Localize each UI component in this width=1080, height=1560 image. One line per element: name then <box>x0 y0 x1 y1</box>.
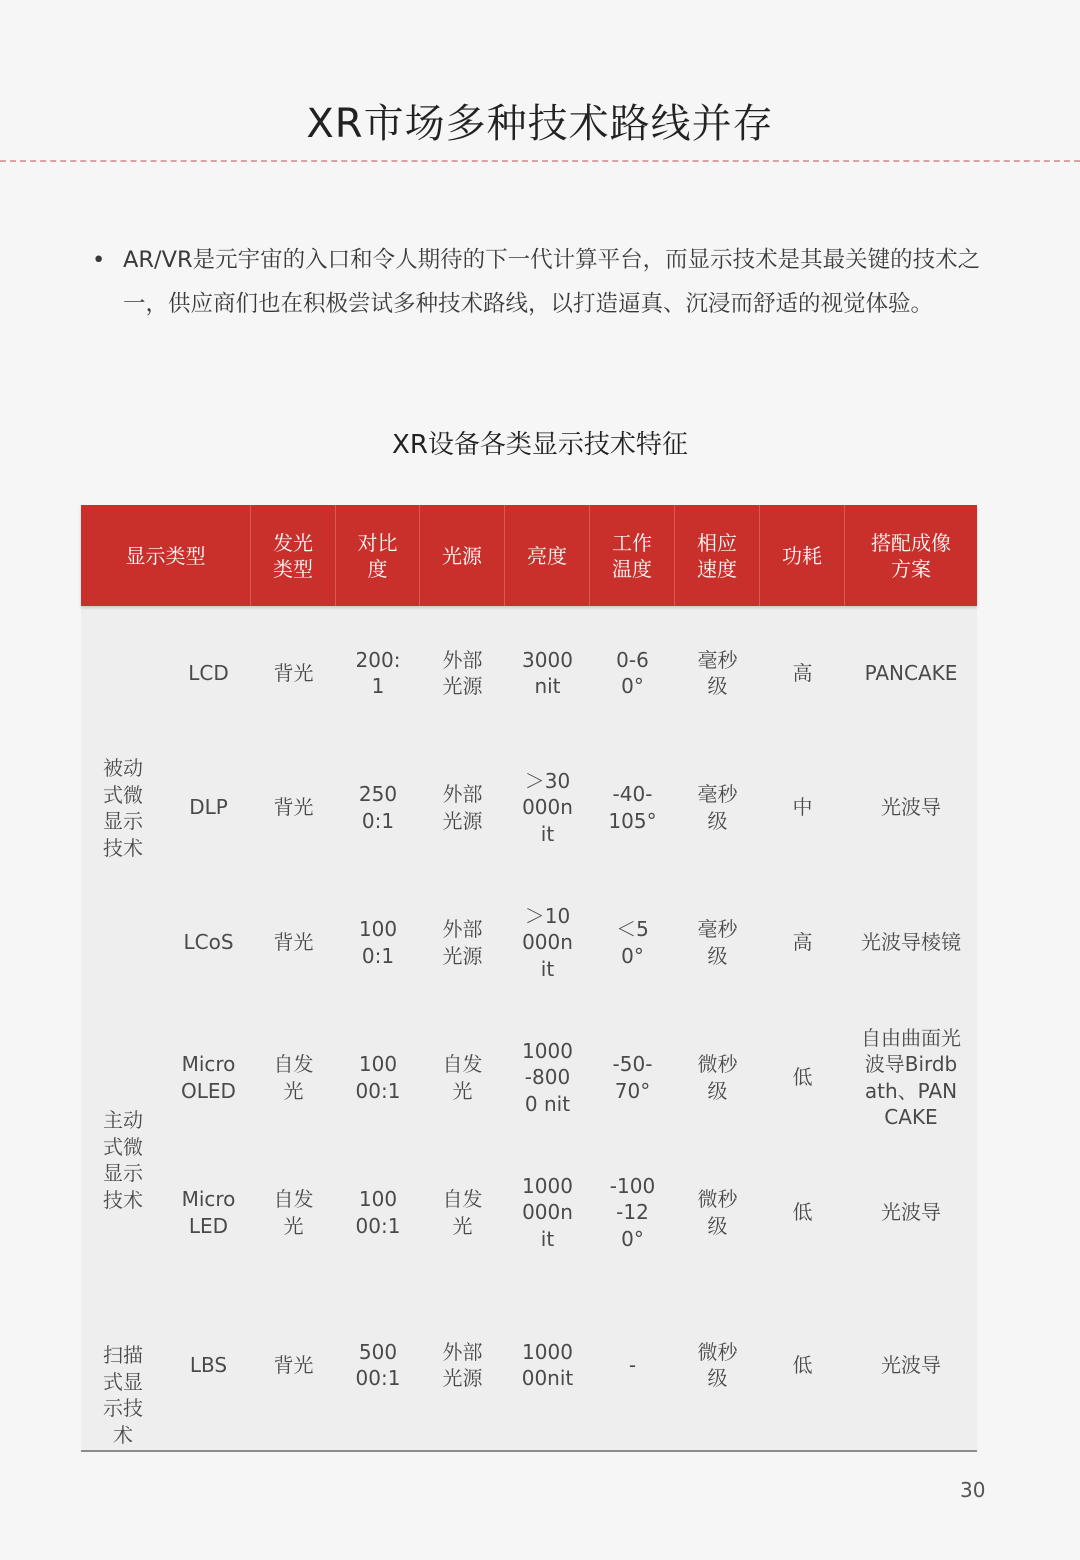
header-display-type: 显示类型 <box>81 505 251 606</box>
table-row <box>166 740 977 875</box>
cell-imaging-solution: 光波导棱镜 <box>861 930 961 955</box>
cell-operating-temp: 0-60° <box>616 647 649 698</box>
cell-emission-type: 背光 <box>273 660 314 685</box>
cell-response-speed: 毫秒级 <box>697 782 738 833</box>
cell-power: 高 <box>792 930 813 955</box>
cell-light-source: 自发光 <box>442 1187 483 1238</box>
cell-imaging-solution: 自由曲面光波导Birdbath、PANCAKE <box>861 1025 961 1129</box>
cell-light-source: 外部光源 <box>442 917 483 968</box>
cell-display-type: Micro OLED <box>181 1052 236 1103</box>
cell-emission-type: 背光 <box>273 930 314 955</box>
cell-response-speed: 微秒级 <box>697 1052 738 1103</box>
cell-display-type: LBS <box>189 1352 228 1377</box>
header-response-speed: 相应速度 <box>675 505 760 606</box>
cell-response-speed: 毫秒级 <box>697 917 738 968</box>
table-row <box>166 1145 977 1280</box>
intro-paragraph <box>92 238 992 326</box>
cell-display-type: LCoS <box>183 930 234 955</box>
header-emission-type: 发光类型 <box>251 505 336 606</box>
cell-light-source: 外部光源 <box>442 1339 483 1390</box>
cell-operating-temp: - <box>628 1352 637 1377</box>
cell-contrast: 200:1 <box>355 647 401 698</box>
cell-contrast: 10000:1 <box>355 1187 401 1238</box>
cell-operating-temp: -50-70° <box>612 1052 653 1103</box>
header-imaging-solution: 搭配成像方案 <box>871 530 951 581</box>
cell-contrast: 1000:1 <box>358 917 398 968</box>
cell-imaging-solution: 光波导 <box>881 1352 941 1377</box>
title-divider <box>0 160 1080 162</box>
cell-emission-type: 背光 <box>273 795 314 820</box>
table-row <box>166 1010 977 1145</box>
table-row <box>166 875 977 1010</box>
cell-contrast: 10000:1 <box>355 1052 401 1103</box>
table-header-row <box>81 505 977 606</box>
cell-response-speed: 微秒级 <box>697 1187 738 1238</box>
cell-brightness: 1000000nit <box>522 1173 573 1251</box>
cell-display-type: Micro LED <box>181 1187 236 1238</box>
cell-power: 低 <box>792 1352 813 1377</box>
cell-brightness: ＞10000nit <box>522 903 573 981</box>
cell-brightness: 100000nit <box>521 1339 574 1390</box>
cell-operating-temp: -40-105° <box>608 782 657 833</box>
cell-power: 中 <box>792 795 813 820</box>
cell-imaging-solution: PANCAKE <box>864 660 958 685</box>
cell-response-speed: 微秒级 <box>697 1339 738 1390</box>
cell-response-speed: 毫秒级 <box>697 647 738 698</box>
cell-power: 低 <box>792 1065 813 1090</box>
page-title: XR市场多种技术路线并存 <box>306 101 774 147</box>
display-tech-table <box>81 505 977 1452</box>
table-title: XR设备各类显示技术特征 <box>392 430 688 460</box>
cell-light-source: 外部光源 <box>442 782 483 833</box>
cell-brightness: 1000-8000 nit <box>522 1038 573 1116</box>
cell-contrast: 2500:1 <box>358 782 398 833</box>
header-contrast: 对比度 <box>336 505 420 606</box>
header-operating-temp: 工作温度 <box>590 505 675 606</box>
table-row <box>166 1280 977 1450</box>
cell-emission-type: 背光 <box>273 1352 314 1377</box>
cell-display-type: LCD <box>188 660 229 685</box>
header-power: 功耗 <box>760 505 845 606</box>
cell-light-source: 自发光 <box>442 1052 483 1103</box>
page-number: 30 <box>960 1478 986 1502</box>
cell-imaging-solution: 光波导 <box>881 795 941 820</box>
cell-operating-temp: -100-120° <box>609 1173 656 1251</box>
header-brightness: 亮度 <box>505 505 590 606</box>
cell-display-type: DLP <box>189 795 228 820</box>
group-label-active: 主动式微显示技术 <box>103 1108 143 1212</box>
cell-contrast: 50000:1 <box>355 1339 401 1390</box>
header-light-source: 光源 <box>420 505 505 606</box>
bullet-marker: • <box>92 247 106 273</box>
cell-brightness: ＞30000nit <box>522 768 573 846</box>
cell-operating-temp: ＜50° <box>616 917 649 968</box>
table-row <box>166 606 977 740</box>
cell-power: 高 <box>792 660 813 685</box>
cell-emission-type: 自发光 <box>273 1187 314 1238</box>
cell-light-source: 外部光源 <box>442 647 483 698</box>
cell-power: 低 <box>792 1200 813 1225</box>
cell-brightness: 3000 nit <box>522 647 573 698</box>
group-label-passive: 被动式微显示技术 <box>103 756 143 860</box>
cell-imaging-solution: 光波导 <box>881 1200 941 1225</box>
table-body <box>81 606 977 1450</box>
group-label-scanning: 扫描式显示技术 <box>103 1343 143 1447</box>
cell-emission-type: 自发光 <box>273 1052 314 1103</box>
intro-text: AR/VR是元宇宙的入口和令人期待的下一代计算平台，而显示技术是其最关键的技术之一，供应商们也在积极尝试多种技术路线，以打造逼真、沉浸而舒适的视觉体验。 <box>123 247 981 317</box>
